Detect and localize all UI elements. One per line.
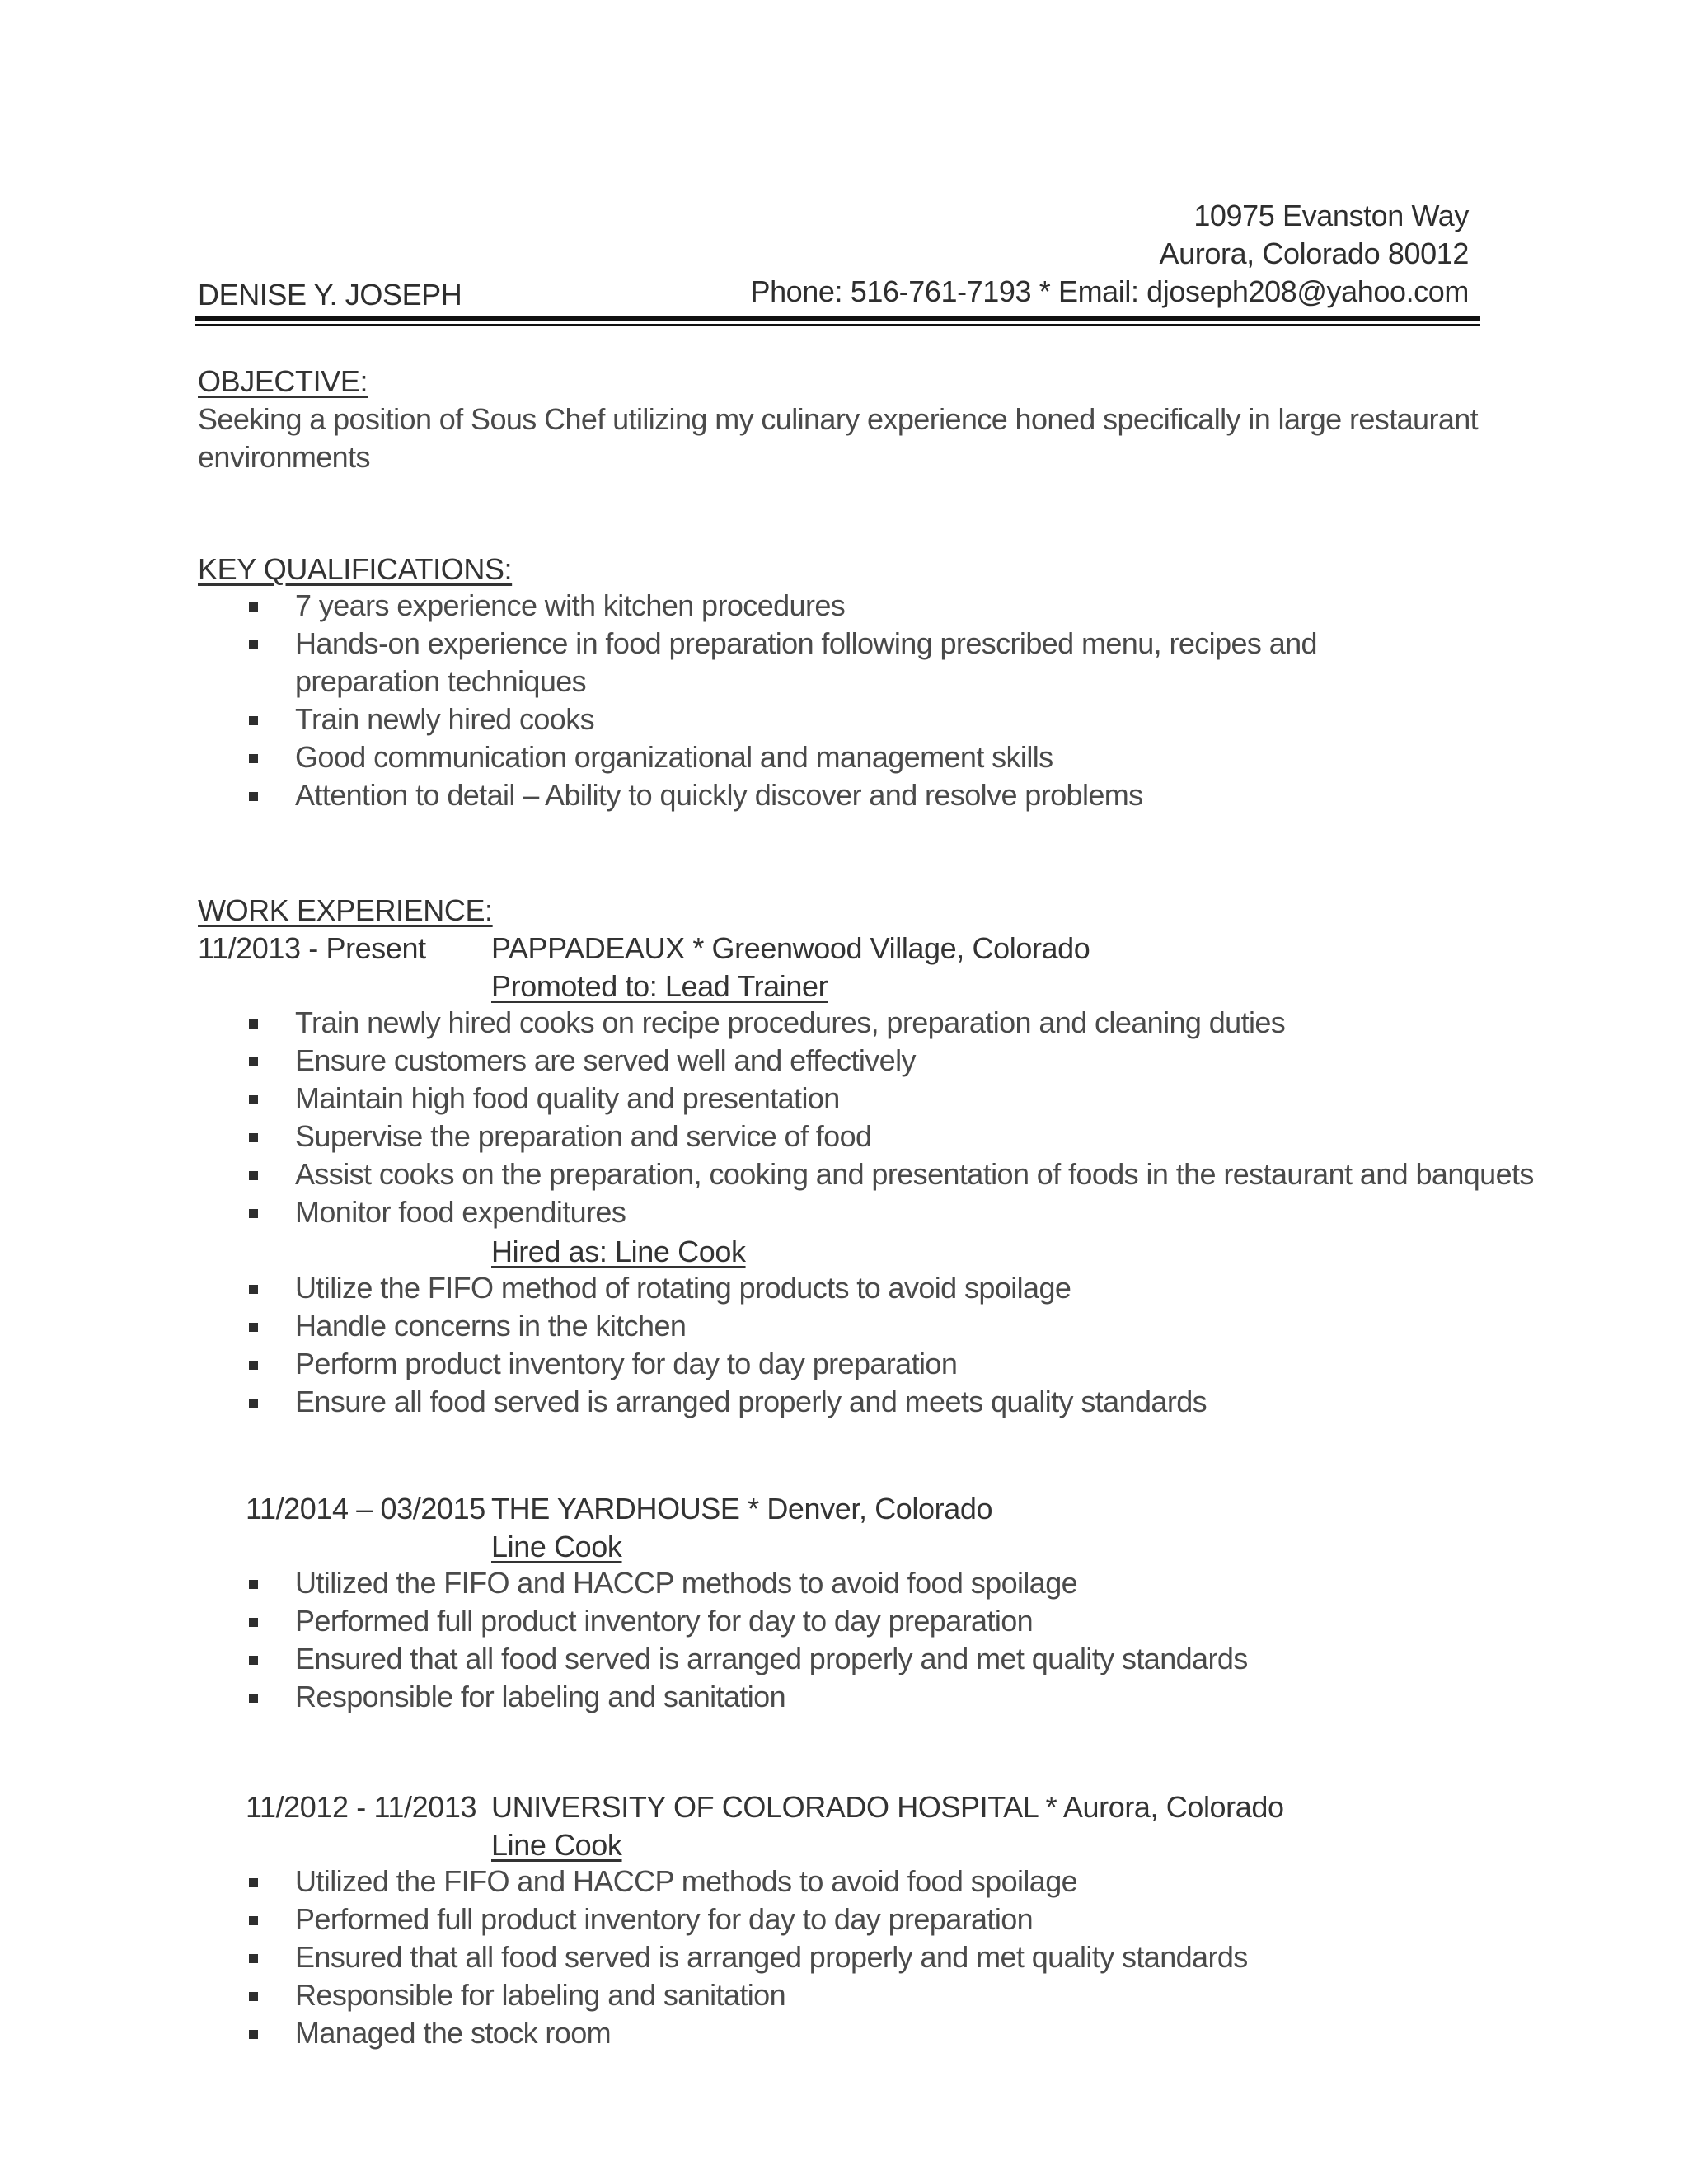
header-rule-thin [195, 324, 1480, 326]
job-company: PAPPADEAUX * Greenwood Village, Colorado [491, 931, 1090, 965]
list-item: Responsible for labeling and sanitation [0, 1976, 1248, 2014]
job-duties-list [0, 1269, 1207, 1421]
job-role: Promoted to: Lead Trainer [491, 969, 828, 1003]
list-item: Handle concerns in the kitchen [0, 1307, 1207, 1345]
list-item: Utilized the FIFO and HACCP methods to avoid food spoilage [0, 1863, 1248, 1900]
job-dates: 11/2013 - Present [198, 931, 426, 965]
qualifications-list [0, 587, 1416, 814]
job-dates: 11/2014 – 03/2015 [246, 1492, 485, 1526]
objective-text-line2: environments [198, 440, 370, 474]
list-item: Managed the stock room [0, 2014, 1248, 2052]
list-item: 7 years experience with kitchen procedures [0, 587, 1416, 625]
list-item: Ensure customers are served well and effectively [0, 1042, 1534, 1080]
list-item: Utilized the FIFO and HACCP methods to avoid food spoilage [0, 1564, 1248, 1602]
contact-city: Aurora, Colorado 80012 [1159, 237, 1469, 270]
list-item: Maintain high food quality and presentation [0, 1080, 1534, 1118]
job-role: Line Cook [491, 1530, 622, 1563]
list-item: Ensured that all food served is arranged properly and met quality standards [0, 1640, 1248, 1678]
contact-phone-email: Phone: 516-761-7193 * Email: djoseph208@yahoo.com [750, 274, 1469, 308]
contact-street: 10975 Evanston Way [1193, 199, 1469, 232]
job-duties-list [0, 1863, 1248, 2052]
list-item: Utilize the FIFO method of rotating products to avoid spoilage [0, 1269, 1207, 1307]
header-rule-thick [195, 316, 1480, 321]
job-company: UNIVERSITY OF COLORADO HOSPITAL * Aurora, Colorado [491, 1790, 1284, 1824]
job-role: Line Cook [491, 1828, 622, 1862]
objective-heading: OBJECTIVE: [198, 364, 368, 398]
list-item: Hands-on experience in food preparation following prescribed menu, recipes and preparation techniques [0, 625, 1416, 701]
list-item: Ensured that all food served is arranged properly and met quality standards [0, 1938, 1248, 1976]
list-item: Performed full product inventory for day to day preparation [0, 1602, 1248, 1640]
job-dates: 11/2012 - 11/2013 [246, 1790, 477, 1824]
list-item: Performed full product inventory for day to day preparation [0, 1900, 1248, 1938]
list-item: Attention to detail – Ability to quickly discover and resolve problems [0, 776, 1416, 814]
job-company: THE YARDHOUSE * Denver, Colorado [491, 1492, 993, 1526]
job-duties-list [0, 1564, 1248, 1716]
candidate-name: DENISE Y. JOSEPH [198, 278, 462, 312]
qualifications-heading: KEY QUALIFICATIONS: [198, 552, 513, 586]
list-item: Train newly hired cooks [0, 701, 1416, 738]
list-item: Monitor food expenditures [0, 1193, 1534, 1231]
list-item: Responsible for labeling and sanitation [0, 1678, 1248, 1716]
list-item: Perform product inventory for day to day preparation [0, 1345, 1207, 1383]
job-role: Hired as: Line Cook [491, 1235, 746, 1268]
list-item: Train newly hired cooks on recipe procedures, preparation and cleaning duties [0, 1004, 1534, 1042]
objective-text-line1: Seeking a position of Sous Chef utilizing my culinary experience honed specifically in large restaurant [198, 402, 1479, 436]
job-duties-list [0, 1004, 1534, 1231]
list-item: Assist cooks on the preparation, cooking and presentation of foods in the restaurant and banquets [0, 1155, 1534, 1193]
experience-heading: WORK EXPERIENCE: [198, 893, 493, 927]
list-item: Ensure all food served is arranged properly and meets quality standards [0, 1383, 1207, 1421]
list-item: Good communication organizational and management skills [0, 738, 1416, 776]
list-item: Supervise the preparation and service of food [0, 1118, 1534, 1155]
